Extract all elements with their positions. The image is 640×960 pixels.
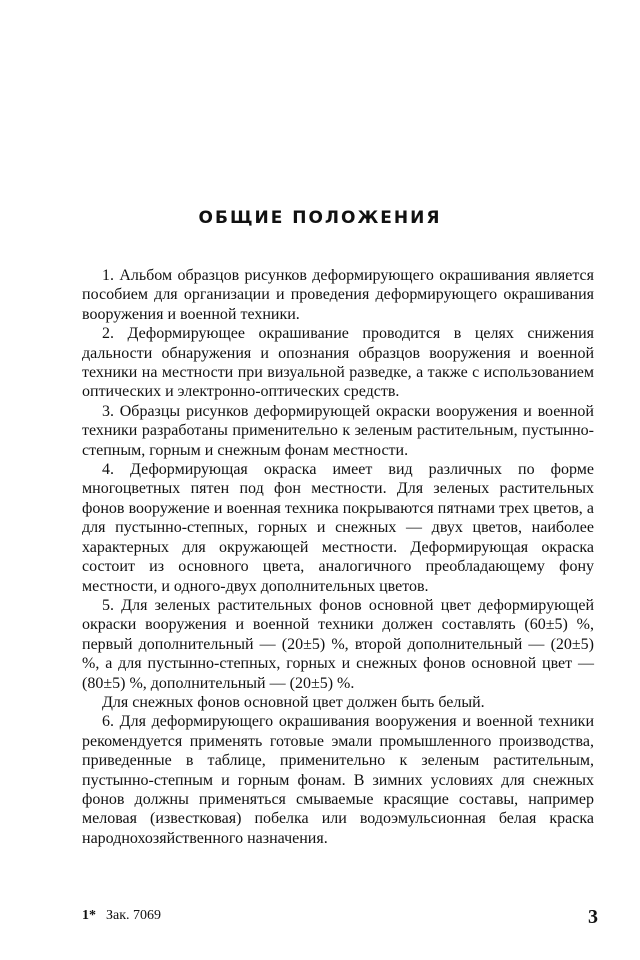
body-text	[82, 266, 594, 848]
paragraph-4: 4. Деформирующая окраска имеет вид различных по форме многоцветных пятен под фон местности. Для зеленых растительных фонов вооружение и военная техника покрываются пятнами трех цветов, а для пустынно-степных, горных и снежных — двух цветов, наиболее характерных для окружающей местности. Деформирующая окраска состоит из основного цвета, аналогичного преобладающему фону местности, и одного-двух дополнительных цветов.	[82, 461, 594, 595]
page-number: 3	[588, 906, 598, 928]
paragraph-1: 1. Альбом образцов рисунков деформирующего окрашивания является пособием для организации и проведения деформирующего окрашивания вооружения и военной техники.	[82, 267, 594, 323]
order-number: Зак. 7069	[106, 908, 162, 923]
footer-imprint	[82, 908, 161, 924]
paragraph-2: 2. Деформирующее окрашивание проводится в целях снижения дальности обнаружения и опознания образцов вооружения и военной техники на местности при визуальной разведке, а также с использованием оптических и электронно-оптических средств.	[82, 325, 594, 401]
paragraph-5-note: Для снежных фонов основной цвет должен быть белый.	[102, 693, 485, 711]
paragraph-6: 6. Для деформирующего окрашивания вооружения и военной техники рекомендуется применять готовые эмали промышленного производства, приведенные в таблице, применительно к зеленым растительным, пустынно-степным и горным фонам. В зимних условиях для снежных фонов должны применяться смываемые красящие составы, например меловая (известковая) побелка или водоэмульсионная белая краска народнохозяйственного назначения.	[82, 713, 594, 847]
paragraph-3: 3. Образцы рисунков деформирующей окраски вооружения и военной техники разработаны применительно к зеленым растительным, пустынно-степным, горным и снежным фонам местности.	[82, 402, 594, 459]
section-title: ОБЩИЕ ПОЛОЖЕНИЯ	[198, 208, 442, 228]
signature-mark: 1*	[82, 908, 96, 923]
paragraph-5: 5. Для зеленых растительных фонов основной цвет деформирующей окраски вооружения и военной техники должен составлять (60±5) %, первый дополнительный — (20±5) %, второй дополнительный — (20±5) %, а для пустынно-степных, горных и снежных фонов основной цвет — (80±5) %, дополнительный — (20±5) %.	[82, 596, 594, 692]
